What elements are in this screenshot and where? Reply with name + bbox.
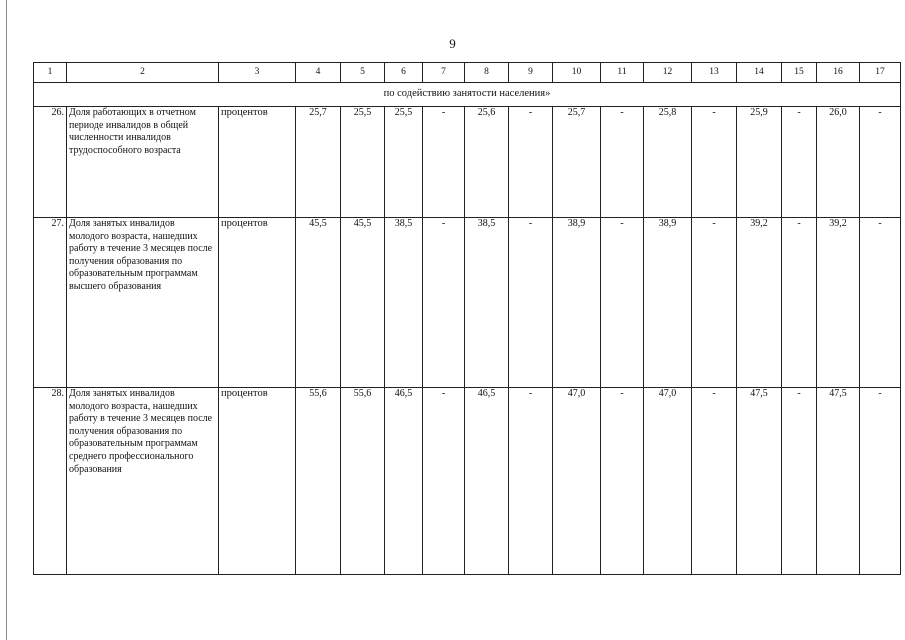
value-cell: 39,2 xyxy=(817,218,860,388)
value-cell: 25,8 xyxy=(644,107,692,218)
unit-of-measure: процентов xyxy=(219,388,296,575)
indicator-row xyxy=(34,388,901,575)
value-cell: 38,9 xyxy=(553,218,601,388)
value-cell: - xyxy=(509,388,553,575)
column-header: 8 xyxy=(465,63,509,83)
value-cell: 47,0 xyxy=(644,388,692,575)
value-cell: - xyxy=(860,107,901,218)
value-cell: 25,7 xyxy=(553,107,601,218)
value-cell: 46,5 xyxy=(385,388,423,575)
value-cell: - xyxy=(423,388,465,575)
column-header: 3 xyxy=(219,63,296,83)
column-header: 10 xyxy=(553,63,601,83)
row-number: 28. xyxy=(34,388,67,575)
column-header: 15 xyxy=(782,63,817,83)
indicators-table xyxy=(33,62,901,575)
column-header: 4 xyxy=(296,63,341,83)
row-number: 26. xyxy=(34,107,67,218)
unit-of-measure: процентов xyxy=(219,107,296,218)
column-header: 13 xyxy=(692,63,737,83)
value-cell: 25,7 xyxy=(296,107,341,218)
indicator-name: Доля занятых инвалидов молодого возраста, нашедших работу в течение 3 месяцев после получения образования по образовательным программам среднего профессионального образования xyxy=(67,388,219,575)
value-cell: 45,5 xyxy=(341,218,385,388)
section-row xyxy=(34,83,901,107)
column-header: 5 xyxy=(341,63,385,83)
value-cell: - xyxy=(692,218,737,388)
column-header: 11 xyxy=(601,63,644,83)
value-cell: - xyxy=(782,107,817,218)
value-cell: - xyxy=(423,107,465,218)
page-number: 9 xyxy=(449,36,456,51)
value-cell: - xyxy=(782,388,817,575)
column-header: 9 xyxy=(509,63,553,83)
value-cell: 55,6 xyxy=(296,388,341,575)
value-cell: 46,5 xyxy=(465,388,509,575)
value-cell: 26,0 xyxy=(817,107,860,218)
column-number-row xyxy=(34,63,901,83)
indicator-row xyxy=(34,218,901,388)
value-cell: 47,5 xyxy=(737,388,782,575)
value-cell: 47,5 xyxy=(817,388,860,575)
column-header: 16 xyxy=(817,63,860,83)
value-cell: 55,6 xyxy=(341,388,385,575)
value-cell: - xyxy=(692,388,737,575)
unit-of-measure: процентов xyxy=(219,218,296,388)
value-cell: - xyxy=(601,388,644,575)
value-cell: 38,5 xyxy=(465,218,509,388)
column-header: 7 xyxy=(423,63,465,83)
value-cell: - xyxy=(509,107,553,218)
section-title: по содействию занятости населения» xyxy=(34,83,901,107)
value-cell: 38,9 xyxy=(644,218,692,388)
value-cell: - xyxy=(601,218,644,388)
row-number: 27. xyxy=(34,218,67,388)
column-header: 6 xyxy=(385,63,423,83)
value-cell: 25,5 xyxy=(385,107,423,218)
indicator-row xyxy=(34,107,901,218)
page-margin-rule xyxy=(6,0,7,640)
value-cell: 45,5 xyxy=(296,218,341,388)
value-cell: - xyxy=(509,218,553,388)
value-cell: - xyxy=(860,388,901,575)
value-cell: 25,9 xyxy=(737,107,782,218)
value-cell: - xyxy=(860,218,901,388)
value-cell: 47,0 xyxy=(553,388,601,575)
value-cell: - xyxy=(423,218,465,388)
indicator-name: Доля работающих в отчетном периоде инвалидов в общей численности инвалидов трудоспособного возраста xyxy=(67,107,219,218)
value-cell: - xyxy=(692,107,737,218)
column-header: 12 xyxy=(644,63,692,83)
value-cell: 39,2 xyxy=(737,218,782,388)
value-cell: 25,6 xyxy=(465,107,509,218)
column-header: 14 xyxy=(737,63,782,83)
indicator-name: Доля занятых инвалидов молодого возраста, нашедших работу в течение 3 месяцев после получения образования по образовательным программам высшего образования xyxy=(67,218,219,388)
value-cell: - xyxy=(782,218,817,388)
column-header: 1 xyxy=(34,63,67,83)
column-header: 17 xyxy=(860,63,901,83)
value-cell: - xyxy=(601,107,644,218)
column-header: 2 xyxy=(67,63,219,83)
value-cell: 25,5 xyxy=(341,107,385,218)
value-cell: 38,5 xyxy=(385,218,423,388)
